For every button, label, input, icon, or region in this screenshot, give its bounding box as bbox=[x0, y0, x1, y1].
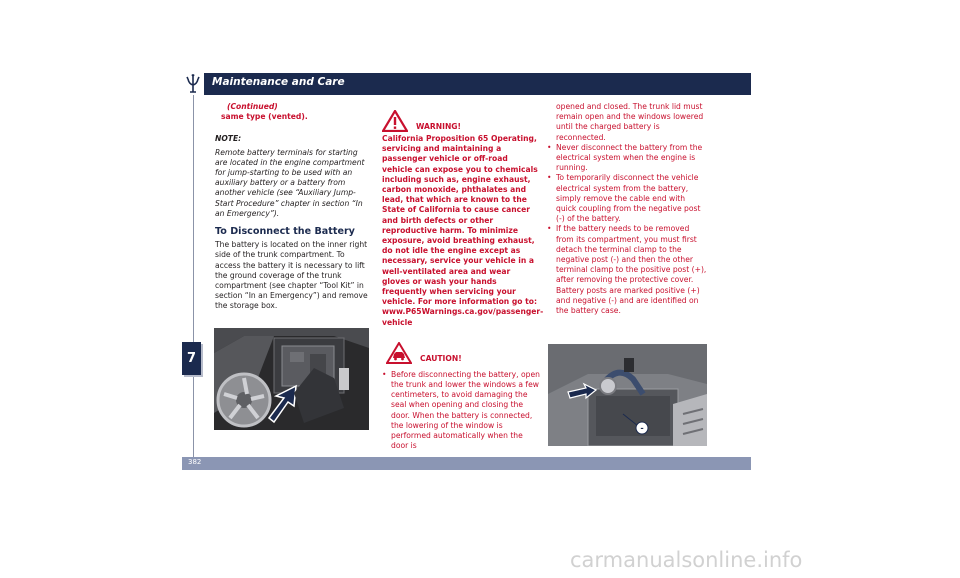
trunk-battery-figure bbox=[214, 328, 369, 430]
watermark: carmanualsonline.info bbox=[570, 548, 803, 572]
caution-label: CAUTION! bbox=[420, 353, 462, 363]
warning-header bbox=[382, 110, 540, 132]
continued-text: same type (vented). bbox=[221, 112, 308, 122]
caution-continued-text: opened and closed. The trunk lid must remain open and the windows lowered until the charged battery is reconnected. bbox=[556, 102, 704, 142]
continued-label: (Continued) bbox=[227, 102, 278, 111]
trident-logo-icon bbox=[182, 73, 204, 95]
column-2 bbox=[382, 110, 544, 451]
caution-item: • Before disconnecting the battery, open the trunk and lower the windows a few centimeters, to avoid damaging the seal when opening and closing the door. When the battery is connected, the lowering of the window is performed automatically when the door is bbox=[382, 370, 540, 452]
column-3 bbox=[547, 102, 707, 316]
chapter-tab[interactable]: 7 bbox=[182, 342, 201, 375]
page-footer bbox=[182, 457, 751, 470]
caution-car-icon bbox=[386, 342, 412, 364]
warning-triangle-icon bbox=[382, 110, 408, 132]
note-label: NOTE: bbox=[215, 134, 242, 144]
warning-text: California Proposition 65 Operating, servicing and maintaining a passenger vehicle or off-road vehicle can expose you to chemicals including such as, engine exhaust, carbon monoxide, phthalates and lead, that which are known to the State of California to cause cancer and birth defects or other reproductive harm. To minimize exposure, avoid breathing exhaust, do not idle the engine except as necessary, service your vehicle in a well-ventilated area and wear gloves or wash your hands frequently when servicing your vehicle. For more information go to: www.P65Warnings.ca.gov/passenger-vehicle bbox=[382, 134, 544, 327]
note-text: Remote battery terminals for starting are located in the engine compartment for jump-starting to be used with an auxiliary battery or a battery from another vehicle (see “Auxiliary Jump-Start Procedure” chapter in section “In an Emergency”). bbox=[215, 147, 365, 218]
page-number: 382 bbox=[188, 458, 202, 466]
column-1 bbox=[215, 102, 370, 312]
battery-terminal-figure bbox=[548, 344, 707, 446]
caution-bullet: • If the battery needs to be removed from its compartment, you must first detach the terminal clamp to the negative post (-) and then the other terminal clamp to the positive post (+), after removing the protective cover. Battery posts are marked positive (+) and negative (-) and are identified on the battery case. bbox=[547, 224, 707, 316]
caution-list bbox=[382, 370, 540, 452]
sidebar-divider bbox=[193, 95, 194, 457]
negative-terminal-label: - bbox=[640, 423, 644, 433]
body-text: The battery is located on the inner right side of the trunk compartment. To access the battery it is necessary to lift the ground coverage of the trunk compartment (see chapter “Tool Kit” in section “In an Emergency”) and remove the storage box. bbox=[215, 240, 368, 311]
page-header bbox=[182, 73, 751, 95]
warning-label: WARNING! bbox=[416, 121, 461, 131]
caution-header bbox=[382, 342, 540, 364]
caution-bullet: • To temporarily disconnect the vehicle electrical system from the battery, simply remove the cable end with quick coupling from the negative post (-) of the battery. bbox=[547, 173, 707, 224]
caution-bullet: • Never disconnect the battery from the electrical system when the engine is running. bbox=[547, 143, 707, 174]
caution-bullet-list bbox=[547, 143, 707, 316]
section-title: Maintenance and Care bbox=[212, 76, 345, 88]
section-heading: To Disconnect the Battery bbox=[215, 226, 355, 238]
